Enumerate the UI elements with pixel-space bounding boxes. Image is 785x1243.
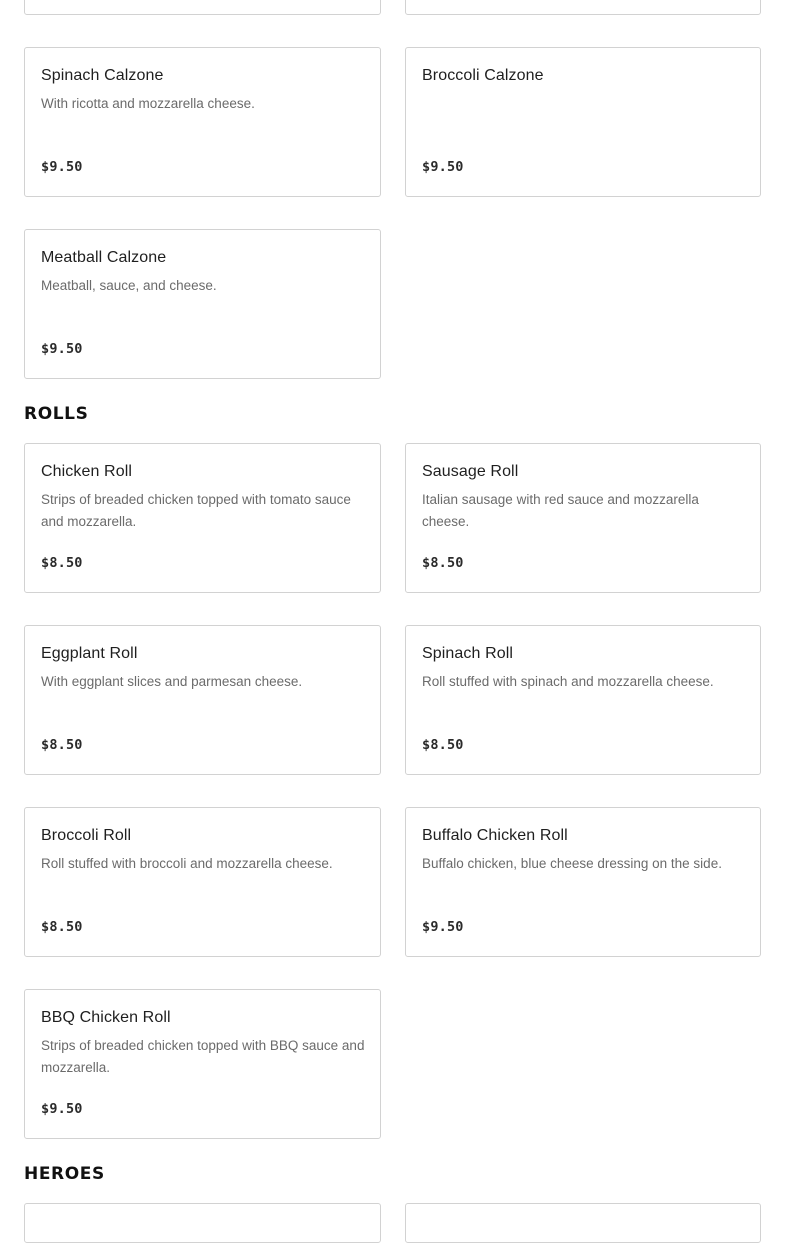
menu-item-card[interactable] <box>24 47 381 197</box>
menu-item-price: $9.50 <box>422 919 464 935</box>
section-heading-rolls: ROLLS <box>24 404 89 424</box>
menu-item-price: $9.50 <box>41 1101 83 1117</box>
menu-item-price: $8.50 <box>41 919 83 935</box>
menu-item-name: Spinach Calzone <box>41 67 164 84</box>
menu-item-card[interactable] <box>405 443 761 593</box>
menu-item-price: $8.50 <box>41 737 83 753</box>
menu-item-card[interactable] <box>405 807 761 957</box>
menu-item-name: Broccoli Calzone <box>422 67 544 84</box>
menu-item-price: $9.50 <box>422 159 464 175</box>
menu-item-card-partial[interactable] <box>24 0 381 15</box>
menu-item-name: Meatball Calzone <box>41 249 167 266</box>
menu-item-name: Spinach Roll <box>422 645 514 662</box>
menu-item-card[interactable] <box>24 229 381 379</box>
menu-item-card-partial[interactable] <box>405 0 761 15</box>
menu-item-description: Roll stuffed with spinach and mozzarella cheese. <box>422 674 714 689</box>
menu-item-description: Strips of breaded chicken topped with tomato sauce and mozzarella. <box>41 492 351 529</box>
menu-item-name: BBQ Chicken Roll <box>41 1009 171 1026</box>
menu-item-price: $8.50 <box>422 555 464 571</box>
menu-item-description: Italian sausage with red sauce and mozzarella cheese. <box>422 492 699 529</box>
menu-item-description: With ricotta and mozzarella cheese. <box>41 96 255 111</box>
section-heading-heroes: HEROES <box>24 1164 105 1184</box>
menu-item-card[interactable] <box>405 47 761 197</box>
menu-item-description: Strips of breaded chicken topped with BBQ sauce and mozzarella. <box>41 1038 365 1075</box>
menu-item-name: Sausage Roll <box>422 463 519 480</box>
menu-item-description: Meatball, sauce, and cheese. <box>41 278 217 293</box>
menu-item-card[interactable] <box>24 989 381 1139</box>
menu-item-card[interactable] <box>24 625 381 775</box>
menu-item-card[interactable] <box>24 443 381 593</box>
menu-item-price: $8.50 <box>422 737 464 753</box>
menu-item-price: $9.50 <box>41 159 83 175</box>
menu-item-description: With eggplant slices and parmesan cheese. <box>41 674 303 689</box>
menu-item-card[interactable] <box>405 625 761 775</box>
menu-item-name: Chicken Roll <box>41 463 133 480</box>
menu-item-price: $9.50 <box>41 341 83 357</box>
menu-item-name: Eggplant Roll <box>41 645 138 662</box>
menu-item-name: Broccoli Roll <box>41 827 132 844</box>
menu-item-description: Roll stuffed with broccoli and mozzarella cheese. <box>41 856 333 871</box>
menu-item-card-partial[interactable] <box>24 1203 381 1243</box>
menu-item-description: Buffalo chicken, blue cheese dressing on the side. <box>422 856 722 871</box>
menu-item-name: Buffalo Chicken Roll <box>422 827 568 844</box>
menu-item-price: $8.50 <box>41 555 83 571</box>
menu-item-card[interactable] <box>24 807 381 957</box>
menu-item-card-partial[interactable] <box>405 1203 761 1243</box>
